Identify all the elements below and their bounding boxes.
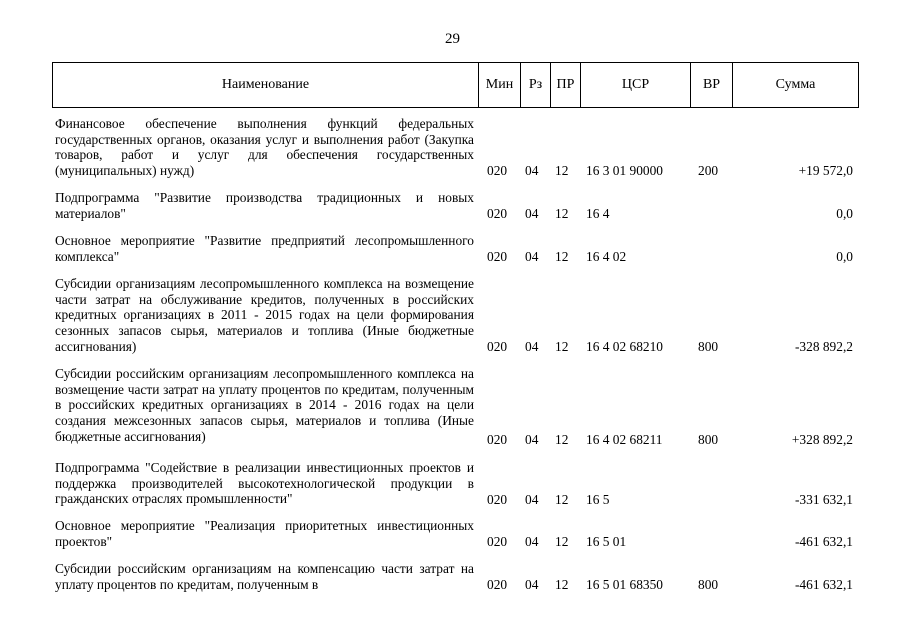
row-sum: -461 632,1 (794, 577, 853, 592)
row-name: Субсидии организациям лесопромышленного комплекса на возмещение части затрат на обслуживание кредитов, полученных в российских кредитных организациях в 2011 - 2015 годах на цели формирования сезонных запасов сырья, материалов и топлива (Иные бюджетные ассигнования) (55, 276, 474, 354)
row-rz: 04 (525, 534, 539, 549)
row-sum: +328 892,2 (791, 432, 853, 447)
row-pr: 12 (555, 432, 569, 447)
column-header-sum: Сумма (775, 77, 816, 92)
row-min: 020 (487, 534, 508, 549)
row-name: Субсидии российским организациям на компенсацию части затрат на уплату процентов по кредитам, полученным в (55, 561, 474, 592)
row-min: 020 (487, 577, 508, 592)
row-pr: 12 (555, 339, 569, 354)
row-rz: 04 (525, 249, 539, 264)
row-rz: 04 (525, 432, 539, 447)
row-name: Подпрограмма "Содействие в реализации инвестиционных проектов и поддержка производителей высокотехнологической продукции в гражданских отраслях промышленности" (55, 460, 474, 507)
row-rz: 04 (525, 577, 539, 592)
row-name: Подпрограмма "Развитие производства традиционных и новых материалов" (55, 190, 474, 221)
row-pr: 12 (555, 206, 569, 221)
row-vr: 800 (698, 432, 719, 447)
row-csr: 16 4 02 68211 (586, 432, 663, 447)
row-rz: 04 (525, 339, 539, 354)
row-csr: 16 5 01 (586, 534, 627, 549)
row-vr: 200 (698, 163, 719, 178)
row-sum: 0,0 (836, 206, 853, 221)
row-sum: -328 892,2 (794, 339, 853, 354)
row-csr: 16 5 (586, 492, 610, 507)
row-name: Основное мероприятие "Развитие предприятий лесопромышленного комплекса" (55, 233, 474, 264)
row-sum: -461 632,1 (794, 534, 853, 549)
row-pr: 12 (555, 492, 569, 507)
row-min: 020 (487, 492, 508, 507)
page-number: 29 (445, 31, 460, 47)
column-header-vr: ВР (691, 63, 733, 107)
row-sum: 0,0 (836, 249, 853, 264)
row-name: Финансовое обеспечение выполнения функций федеральных государственных органов, оказания услуг и выполнения работ (Закупка товаров, работ и услуг для обеспечения государственных (муниципальных) нужд) (55, 116, 474, 179)
row-csr: 16 4 02 68210 (586, 339, 663, 354)
column-header-csr: ЦСР (581, 63, 691, 107)
row-rz: 04 (525, 206, 539, 221)
row-pr: 12 (555, 163, 569, 178)
row-pr: 12 (555, 249, 569, 264)
row-min: 020 (487, 249, 508, 264)
row-sum: +19 572,0 (798, 163, 853, 178)
row-name: Основное мероприятие "Реализация приоритетных инвестиционных проектов" (55, 518, 474, 549)
column-header-min: Мин (479, 63, 521, 107)
column-header-rz: Рз (521, 63, 551, 107)
row-vr: 800 (698, 577, 719, 592)
row-pr: 12 (555, 534, 569, 549)
row-rz: 04 (525, 163, 539, 178)
row-csr: 16 4 02 (586, 249, 627, 264)
row-min: 020 (487, 432, 508, 447)
row-name: Субсидии российским организациям лесопромышленного комплекса на возмещение части затрат на уплату процентов по кредитам, полученным в российских кредитных организациях в 2014 - 2016 годах на цели создания межсезонных запасов сырья, материалов и топлива (Иные бюджетные ассигнования) (55, 366, 474, 444)
column-header-name: Наименование (53, 63, 479, 107)
row-vr: 800 (698, 339, 719, 354)
row-min: 020 (487, 339, 508, 354)
row-sum: -331 632,1 (794, 492, 853, 507)
row-pr: 12 (555, 577, 569, 592)
table-header (52, 62, 859, 108)
row-csr: 16 3 01 90000 (586, 163, 663, 178)
row-min: 020 (487, 163, 508, 178)
column-header-pr: ПР (551, 63, 581, 107)
row-rz: 04 (525, 492, 539, 507)
row-min: 020 (487, 206, 508, 221)
row-csr: 16 4 (586, 206, 610, 221)
row-csr: 16 5 01 68350 (586, 577, 663, 592)
